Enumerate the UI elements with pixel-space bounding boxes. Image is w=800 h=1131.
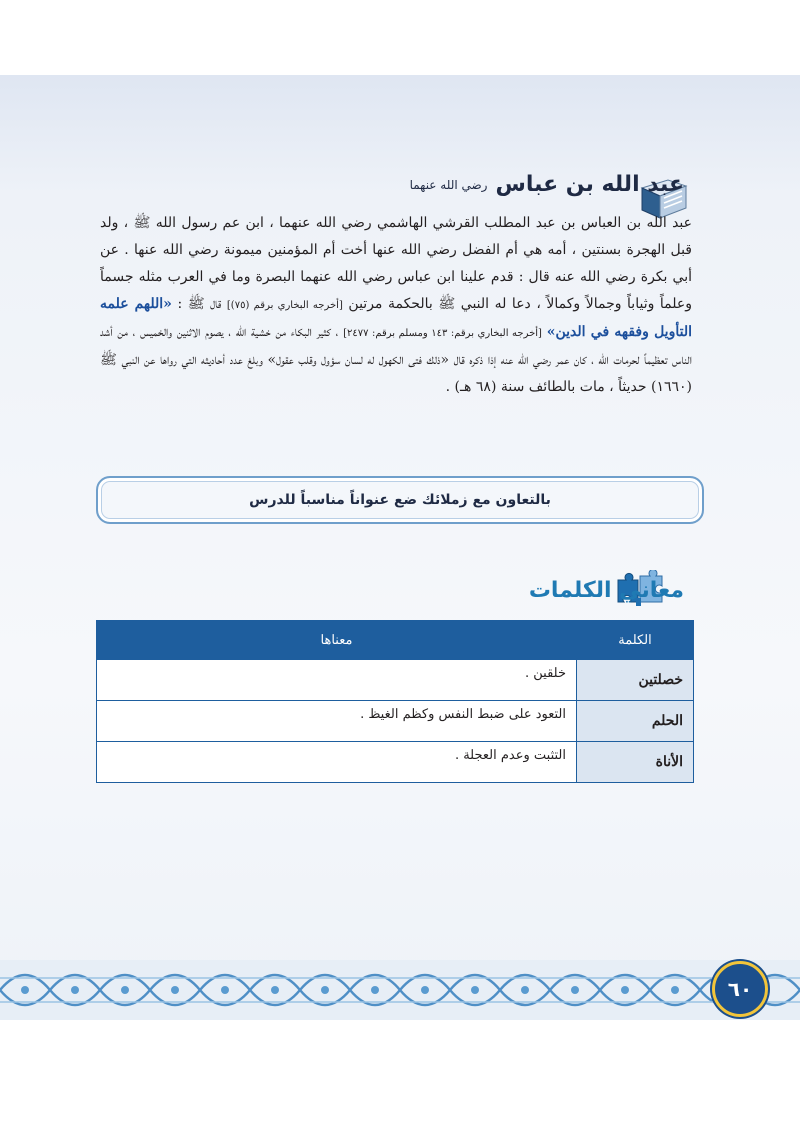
meaning-cell: التعود على ضبط النفس وكظم الغيظ . <box>97 701 577 742</box>
activity-box <box>96 476 704 524</box>
bio-text-1: عبد الله بن العباس بن عبد المطلب القرشي الهاشمي رضي الله عنهما ، ابن عم رسول الله ﷺ ، ولد قبل الهجرة بسنتين ، أمه هي أم الفضل رضي الله عنها أخت أم المؤمنين ميمونة رضي الله عنها . عن أبي بكرة رضي الله عنه قال : قدم علينا ابن عباس رضي الله عنهما البصرة وما في العرب مثله جسماً وعلماً وثياباً وجمالاً وكمالاً ، دعا له النبي ﷺ بالحكمة مرتين <box>100 215 693 312</box>
meaning-cell: خلقين . <box>97 660 577 701</box>
page-number-badge <box>712 961 768 1017</box>
column-header-word: الكلمة <box>577 621 694 660</box>
word-cell: الحلم <box>577 701 694 742</box>
vocabulary-table <box>96 620 694 783</box>
activity-text: بالتعاون مع زملائك ضع عنواناً مناسباً للدرس <box>249 492 551 508</box>
bio-reference-2: [أخرجه البخاري برقم: ١٤٣ ومسلم برقم: ٢٤٧٧] <box>343 328 542 339</box>
meaning-cell: التثبت وعدم العجلة . <box>97 742 577 783</box>
page-number: ٦٠ <box>727 977 753 1001</box>
title-honorific: رضي الله عنهما <box>409 177 488 192</box>
vocabulary-heading: معاني الكلمات <box>528 578 684 603</box>
table-row <box>97 742 694 783</box>
table-header-row <box>97 621 694 660</box>
bio-reference-1: [أخرجه البخاري برقم (٧٥)] <box>226 300 343 311</box>
section-heading <box>410 172 684 197</box>
column-header-meaning: معناها <box>97 621 577 660</box>
table-row <box>97 701 694 742</box>
ornament-band <box>0 930 800 1030</box>
section-title: عبد الله بن عباس <box>495 172 684 197</box>
word-cell: الأناة <box>577 742 694 783</box>
bio-text-3: ، كثير البكاء من خشية الله ، يصوم الاثنين والخميس ، من أشد الناس تعظيماً لحرمات الله ، كان عمر رضي الله عنه إذا ذكره قال «ذلك فتى الكهول له لسان سؤول وقلب عقول» وبلغ عدد أحاديثه التي رواها عن النبي ﷺ (١٦٦٠) حديثاً ، مات بالطائف سنة (٦٨ هـ) . <box>100 324 692 395</box>
bio-text-2: قال ﷺ : <box>177 296 222 312</box>
hadith-quote: «اللهم علمه التأويل وفقهه في الدين» <box>100 296 692 340</box>
biography-paragraph <box>100 210 692 401</box>
table-row <box>97 660 694 701</box>
word-cell: خصلتين <box>577 660 694 701</box>
